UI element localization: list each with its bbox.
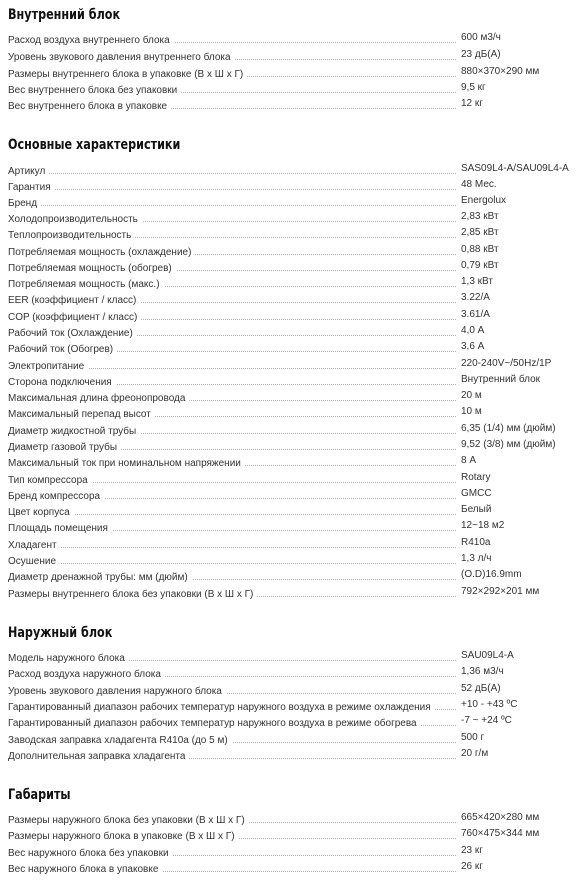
spec-label: Тип компрессора [8, 475, 92, 486]
spec-value: SAU09L4-A [461, 650, 514, 661]
spec-label: Уровень звукового давления наружного блока [8, 686, 226, 697]
spec-label: Электропитание [8, 361, 88, 372]
section-title: Габариты [8, 787, 71, 803]
spec-value: 10 м [461, 406, 482, 417]
spec-row [8, 47, 568, 63]
section-title: Внутренний блок [8, 7, 121, 23]
spec-row [8, 453, 568, 469]
spec-label: Вес наружного блока без упаковки [8, 848, 173, 859]
spec-row [8, 584, 568, 600]
spec-value: 52 дБ(А) [461, 683, 501, 694]
spec-label: Потребляемая мощность (обогрев) [8, 263, 176, 274]
spec-label: Рабочий ток (Обогрев) [8, 344, 117, 355]
spec-label: Вес внутреннего блока в упаковке [8, 101, 171, 112]
spec-row [8, 356, 568, 372]
spec-value: 12~18 м2 [461, 520, 505, 531]
spec-value: 20 г/м [461, 748, 489, 759]
spec-value: 500 г [461, 732, 485, 743]
spec-row [8, 681, 568, 697]
spec-value: Белый [461, 504, 492, 515]
spec-row [8, 421, 568, 437]
spec-row [8, 713, 568, 729]
spec-row [8, 209, 568, 225]
spec-value: Energolux [461, 195, 507, 206]
spec-label: Гарантированный диапазон рабочих температур наружного воздуха в режиме обогрева [8, 718, 421, 729]
spec-value: +10 - +43 ºС [461, 699, 518, 710]
spec-value: 0,79 кВт [461, 260, 499, 271]
spec-label: Потребляемая мощность (охлаждение) [8, 247, 195, 258]
section-title: Наружный блок [8, 625, 113, 641]
spec-row [8, 551, 568, 567]
spec-value: 8 А [461, 455, 477, 466]
spec-label: Артикул [8, 166, 49, 177]
spec-value: 2,83 кВт [461, 211, 499, 222]
spec-value: 23 дБ(А) [461, 49, 501, 60]
spec-row [8, 388, 568, 404]
spec-row [8, 502, 568, 518]
spec-label: EER (коэффициент / класс) [8, 295, 140, 306]
spec-row [8, 859, 568, 875]
section-title: Основные характеристики [8, 137, 181, 153]
spec-row [8, 225, 568, 241]
spec-row [8, 290, 568, 306]
spec-value: SAS09L4-A/SAU09L4-A [461, 163, 569, 174]
spec-row [8, 258, 568, 274]
spec-label: Диаметр дренажной трубы: мм (дюйм) [8, 572, 192, 583]
spec-label: Гарантированный диапазон рабочих температур наружного воздуха в режиме охлаждения [8, 702, 435, 713]
spec-value: 6,35 (1/4) мм (дюйм) [461, 423, 556, 434]
spec-row [8, 177, 568, 193]
spec-label: Гарантия [8, 182, 55, 193]
spec-label: Бренд компрессора [8, 491, 104, 502]
spec-label: Хладагент [8, 540, 61, 551]
spec-row [8, 697, 568, 713]
spec-label: Расход воздуха внутреннего блока [8, 35, 174, 46]
spec-row [8, 96, 568, 112]
spec-label: Вес наружного блока в упаковке [8, 864, 162, 875]
spec-value: Внутренний блок [461, 374, 541, 385]
spec-row [8, 664, 568, 680]
spec-value: R410a [461, 537, 491, 548]
spec-row [8, 274, 568, 290]
spec-label: COP (коэффициент / класс) [8, 312, 141, 323]
spec-label: Теплопроизводительность [8, 230, 135, 241]
spec-row [8, 339, 568, 355]
spec-value: 9,52 (3/8) мм (дюйм) [461, 439, 556, 450]
spec-label: Размеры наружного блока без упаковки (В х Ш х Г) [8, 815, 249, 826]
spec-value: 26 кг [461, 861, 483, 872]
spec-value: 0,88 кВт [461, 244, 499, 255]
spec-row [8, 826, 568, 842]
spec-value: 1,36 м3/ч [461, 666, 504, 677]
spec-value: 3.22/A [461, 292, 490, 303]
spec-row [8, 404, 568, 420]
spec-label: Вес внутреннего блока без упаковки [8, 85, 181, 96]
spec-label: Сторона подключения [8, 377, 116, 388]
spec-row [8, 746, 568, 762]
spec-row [8, 372, 568, 388]
spec-value: -7 ~ +24 ºС [461, 715, 512, 726]
spec-row [8, 470, 568, 486]
spec-label: Потребляемая мощность (макс.) [8, 279, 164, 290]
spec-row [8, 161, 568, 177]
spec-label: Расход воздуха наружного блока [8, 669, 165, 680]
spec-value: 4,0 А [461, 325, 485, 336]
spec-value: 1,3 кВт [461, 276, 493, 287]
spec-value: 220-240V~/50Hz/1P [461, 358, 552, 369]
spec-value: 9,5 кг [461, 82, 486, 93]
spec-row [8, 193, 568, 209]
spec-label: Холодопроизводительность [8, 214, 142, 225]
spec-row [8, 64, 568, 80]
spec-label: Бренд [8, 198, 41, 209]
spec-label: Размеры внутреннего блока в упаковке (В х Ш х Г) [8, 69, 247, 80]
spec-row [8, 810, 568, 826]
spec-label: Размеры внутреннего блока без упаковки (В х Ш х Г) [8, 589, 257, 600]
spec-value: GMCC [461, 488, 492, 499]
spec-row [8, 307, 568, 323]
spec-value: 792×292×201 мм [461, 586, 540, 597]
spec-label: Уровень звукового давления внутреннего блока [8, 52, 235, 63]
spec-label: Площадь помещения [8, 523, 112, 534]
spec-label: Диаметр газовой трубы [8, 442, 121, 453]
spec-value: 1,3 л/ч [461, 553, 492, 564]
spec-label: Дополнительная заправка хладагента [8, 751, 189, 762]
spec-value: 665×420×280 мм [461, 812, 540, 823]
spec-label: Максимальный перепад высот [8, 409, 155, 420]
spec-row [8, 730, 568, 746]
spec-value: 3,6 А [461, 341, 485, 352]
spec-value: 760×475×344 мм [461, 828, 540, 839]
spec-label: Максимальный ток при номинальном напряжении [8, 458, 245, 469]
spec-row [8, 518, 568, 534]
spec-value: 23 кг [461, 845, 483, 856]
spec-value: Rotary [461, 472, 491, 483]
spec-label: Максимальная длина фреонопровода [8, 393, 189, 404]
spec-label: Заводская заправка хладагента R410a (до 5 м) [8, 735, 232, 746]
spec-row [8, 80, 568, 96]
spec-label: Диаметр жидкостной трубы [8, 426, 140, 437]
spec-label: Цвет корпуса [8, 507, 74, 518]
spec-value: 2,85 кВт [461, 227, 499, 238]
spec-row [8, 323, 568, 339]
spec-row [8, 486, 568, 502]
spec-row [8, 567, 568, 583]
spec-value: 20 м [461, 390, 482, 401]
spec-row [8, 535, 568, 551]
spec-value: 48 Мес. [461, 179, 497, 190]
spec-label: Рабочий ток (Охлаждение) [8, 328, 137, 339]
spec-label: Размеры наружного блока в упаковке (В х Ш х Г) [8, 831, 239, 842]
spec-row [8, 30, 568, 46]
spec-label: Осушение [8, 556, 60, 567]
spec-row [8, 648, 568, 664]
spec-label: Модель наружного блока [8, 653, 129, 664]
spec-row [8, 242, 568, 258]
spec-value: (O.D)16.9mm [461, 569, 522, 580]
spec-row [8, 437, 568, 453]
spec-row [8, 843, 568, 859]
spec-value: 880×370×290 мм [461, 66, 540, 77]
spec-value: 3.61/A [461, 309, 490, 320]
spec-value: 12 кг [461, 98, 483, 109]
spec-value: 600 м3/ч [461, 32, 501, 43]
